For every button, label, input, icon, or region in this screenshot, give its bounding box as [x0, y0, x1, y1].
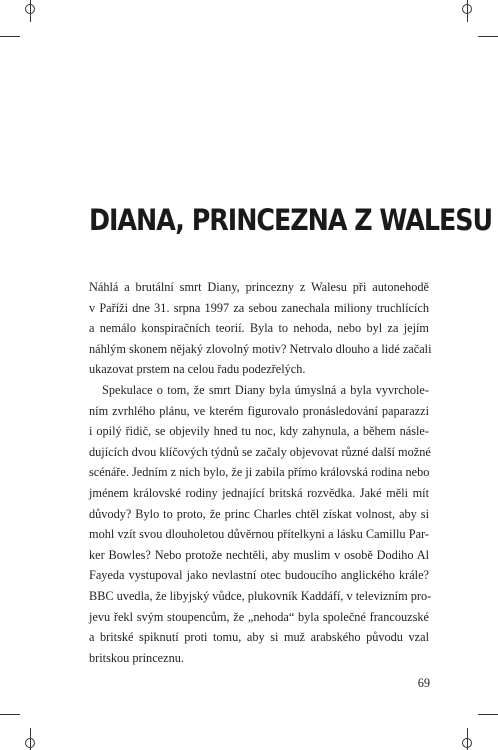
crop-mark-bottom-right-horizontal: [478, 714, 498, 715]
text-line: britskou princeznu.: [89, 650, 184, 665]
text-line: důvody? Bylo to proto, že princ Charles chtěl získat volnost, aby si: [89, 506, 429, 521]
chapter-body: [89, 277, 432, 668]
crop-mark-top-left-horizontal: [0, 36, 20, 37]
crop-mark-top-right-horizontal: [478, 36, 498, 37]
text-line: ker Bowles? Nebo protože nechtěli, aby muslim v osobě Dodiho Al: [89, 547, 429, 562]
registration-mark-bottom-left: [25, 738, 35, 748]
text-line: Spekulace o tom, že smrt Diany byla úmyslná a byla vyvrchole-: [102, 382, 429, 397]
chapter-title: DIANA, PRINCEZNA Z WALESU: [89, 203, 493, 237]
text-line: mohl vzít svou dlouholetou důvěrnou přítelkyni a lásku Camillu Par-: [89, 527, 429, 542]
text-line: scénáře. Jedním z nich bylo, že ji zabila přímo královská rodina nebo: [89, 465, 430, 480]
text-line: i opilý řidič, se objevily hned tu noc, kdy zahynula, a během násle-: [89, 424, 429, 439]
text-line: BBC uvedla, že libyjský vůdce, plukovník Kaddáfí, v televizním pro-: [89, 588, 432, 603]
text-line: jevu řekl svým stoupencům, že „nehoda“ byla společné francouzské: [89, 609, 429, 624]
crop-mark-bottom-left-horizontal: [0, 714, 20, 715]
text-line: jménem královské rodiny jednající britská rozvědka. Jaké měli mít: [89, 485, 429, 500]
text-line: náhlým skonem nějaký zlovolný motiv? Netrvalo dlouho a lidé začali: [89, 341, 432, 356]
page-number: 69: [417, 676, 430, 690]
text-line: ukazovat prstem na celou řadu podezřelých.: [89, 362, 306, 377]
text-line: dujících dvou klíčových týdnů se začaly objevovat různé další možné: [89, 444, 431, 459]
text-line: ním zvrhlého plánu, ve kterém figurovalo pronásledování paparazzi: [89, 403, 429, 418]
text-line: a britské spiknutí proti tomu, aby si muž arabského původu vzal: [89, 630, 429, 645]
text-line: v Paříži dne 31. srpna 1997 za sebou zanechala miliony truchlících: [89, 300, 429, 315]
text-line: Náhlá a brutální smrt Diany, princezny z Walesu při autonehodě: [89, 280, 429, 294]
text-line: a nemálo konspiračních teorií. Byla to nehoda, nebo byl za jejím: [89, 321, 429, 336]
registration-mark-bottom-right: [462, 738, 472, 748]
registration-mark-top-right: [462, 4, 472, 14]
text-line: Fayeda vystupoval jako nevlastní otec budoucího anglického krále?: [89, 568, 429, 583]
registration-mark-top-left: [25, 4, 35, 14]
